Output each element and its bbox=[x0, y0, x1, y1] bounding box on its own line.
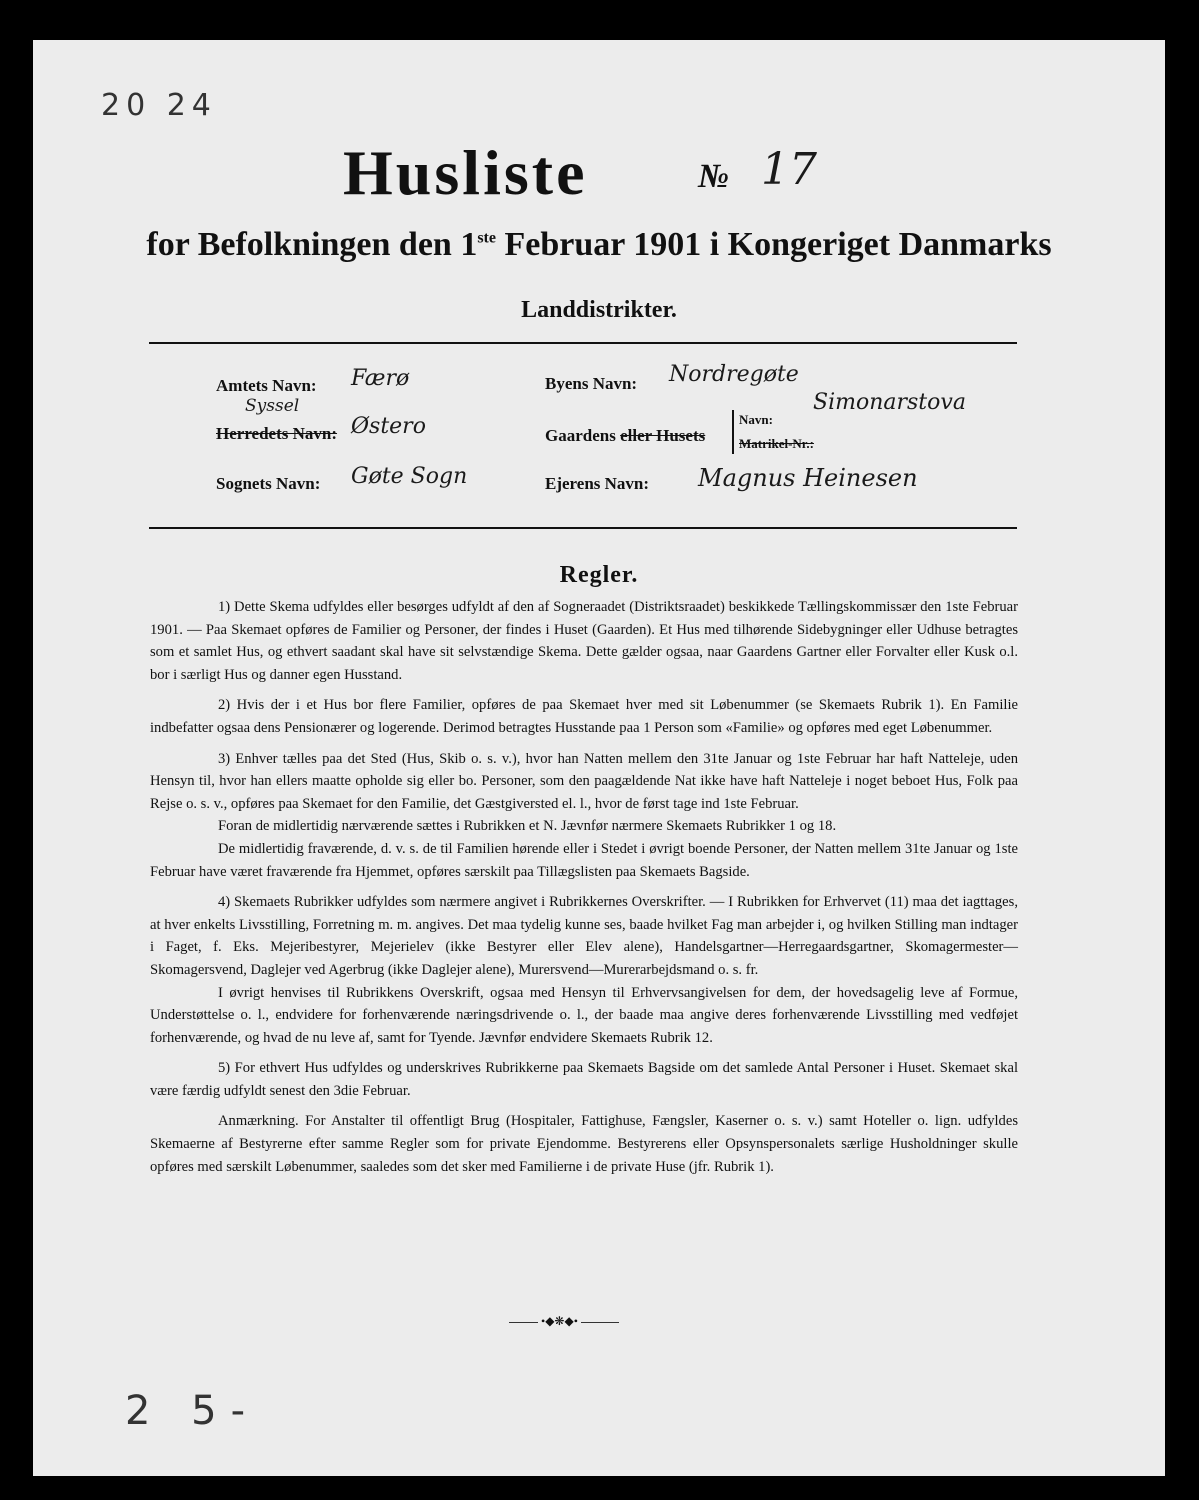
rule-3: 3) Enhver tælles paa det Sted (Hus, Skib o. s. v.), hvor han Natten mellem den 31te Januar og 1ste Februar har haft Natteleje, uden Hensyn til, hvor han ellers maatte opholde sig eller bo. Personer, som den paagældende Nat ikke have haft Natteleje i noget beboet Hus, Folk paa Rejse o. s. v., opføres paa Skemaet for den Familie, det Gæstgiversted el. l., hvor de først tage ind 1ste Februar. bbox=[150, 750, 1018, 812]
sogn-label: Sognets Navn: bbox=[216, 474, 321, 493]
gaard-label: Gaardens eller Husets bbox=[545, 426, 706, 445]
form-subtitle: for Befolkningen den 1ste Februar 1901 i Kongeriget Danmarks bbox=[146, 226, 1052, 263]
by-value: Nordregøte bbox=[669, 362, 799, 387]
rule-1: 1) Dette Skema udfyldes eller besørges udfyldt af den af Sogneraadet (Distriktsraadet) beskikkede Tællingskommissær den 1ste Februar 1901. — Paa Skemaet opføres de Familier og Personer, der findes i Huset (Gaarden). Et Hus med tilhørende Sidebygninger eller Udhuse betragtes som et samlet Hus, og ethvert saadant skal have sit selvstændige Skema. Dette gælder ogsaa, naar Gaardens Gartner eller Forvalter eller Kusk o.l. bor i særligt Hus og danner egen Husstand. bbox=[150, 599, 1018, 683]
rules-heading: Regler. bbox=[559, 562, 639, 588]
annotation: Anmærkning. For Anstalter til offentligt Brug (Hospitaler, Fattighuse, Fængsler, Kaserner o. s. v.) samt Hoteller o. lign. udfyldes Skemaerne af Bestyrerne efter samme Regler som for private Ejendomme. Bestyrerens eller Opsynspersonalets særlige Husholdninger skulle opføres med særskilt Løbenummer, saaledes som det sker med Familierne i de private Huse (jfr. Rubrik 1). bbox=[150, 1113, 1018, 1175]
ejer-value: Magnus Heinesen bbox=[698, 464, 918, 492]
number-label: № bbox=[698, 158, 730, 195]
bottom-pencil-note: 2 5- bbox=[125, 1388, 260, 1434]
rule-2: 2) Hvis der i et Hus bor flere Familier, opføres de paa Skemaet hver med sit Løbenummer (se Skemaets Rubrik 1). En Familie indbefatter ogsaa dens Pensionærer og logerende. Derimod betragtes Husstande paa 1 Person som «Familie» og opføres med eget Løbenummer. bbox=[150, 697, 1018, 736]
rule-5: 5) For ethvert Hus udfyldes og underskrives Rubrikkerne paa Skemaets Bagside om det samlede Antal Personer i Huset. Skemaet skal være færdig udfyldt senest den 3die Februar. bbox=[150, 1060, 1018, 1099]
rule-3-note-a: Foran de midlertidig nærværende sættes i Rubrikken et N. Jævnfør nærmere Skemaets Rubrikker 1 og 18. bbox=[218, 818, 837, 835]
bottom-divider bbox=[149, 527, 1017, 529]
form-title: Husliste bbox=[343, 137, 588, 208]
district-type: Landdistrikter. bbox=[521, 297, 677, 323]
rules-body bbox=[150, 596, 1018, 1186]
rule-4: 4) Skemaets Rubrikker udfyldes som nærmere angivet i Rubrikkernes Overskrifter. — I Rubrikken for Erhvervet (11) maa det iagttages, at hver enkelts Livsstilling, Forretning m. m. angives. Det maa tydelig kunne ses, baade hvilket Fag man arbejder i, og hvilken Stilling man indtager i Faget, f. Eks. Mejeribestyrer, Mejerielev (ikke Bestyrer eller Elev alene), Handelsgartner—Herregaardsgartner, Skomagermester—Skomagersvend, Daglejer ved Agerbrug (ikke Daglejer alene), Murersvend—Murerarbejdsmand o. s. fr. bbox=[150, 894, 1018, 978]
census-form-page bbox=[33, 40, 1165, 1476]
bracket-divider bbox=[732, 410, 734, 454]
corner-pencil-note: 20 24 bbox=[101, 88, 217, 123]
navn-label: Navn: bbox=[739, 412, 773, 427]
top-divider bbox=[149, 342, 1017, 344]
herred-label: Herredets Navn: bbox=[216, 424, 338, 443]
herred-value: Østero bbox=[351, 414, 426, 439]
matrikel-label: Matrikel-Nr.: bbox=[739, 436, 814, 451]
rule-4-note: I øvrigt henvises til Rubrikkens Overskrift, ogsaa med Hensyn til Erhvervsangivelsen for dem, der hovedsagelig leve af Formue, Understøttelse o. l., endvidere for forhenværende næringsdrivende o. l., der baade maa angive deres forhenværende Livsstilling med vedføjet forhenværende, og hvad de nu leve af, samt for Tyende. Jævnfør endvidere Skemaets Rubrik 12. bbox=[150, 984, 1018, 1046]
rule-3-note-b: De midlertidig fraværende, d. v. s. de til Familien hørende eller i Stedet i øvrigt boende Personer, der Natten mellem 31te Januar og 1ste Februar have været fraværende fra Hjemmet, opføres særskilt paa Tillægslisten paa Skemaets Bagside. bbox=[150, 840, 1018, 880]
by-label: Byens Navn: bbox=[545, 374, 638, 393]
amt-value: Færø bbox=[351, 366, 410, 391]
syssel-inserted: Syssel bbox=[245, 396, 300, 416]
list-number-handwritten: 17 bbox=[761, 144, 817, 195]
ornament: •◆❋◆• bbox=[538, 1314, 581, 1329]
ejer-label: Ejerens Navn: bbox=[545, 474, 650, 493]
amt-label: Amtets Navn: bbox=[216, 376, 317, 395]
sogn-value: Gøte Sogn bbox=[351, 464, 468, 489]
gaard-name-value: Simonarstova bbox=[813, 390, 966, 415]
